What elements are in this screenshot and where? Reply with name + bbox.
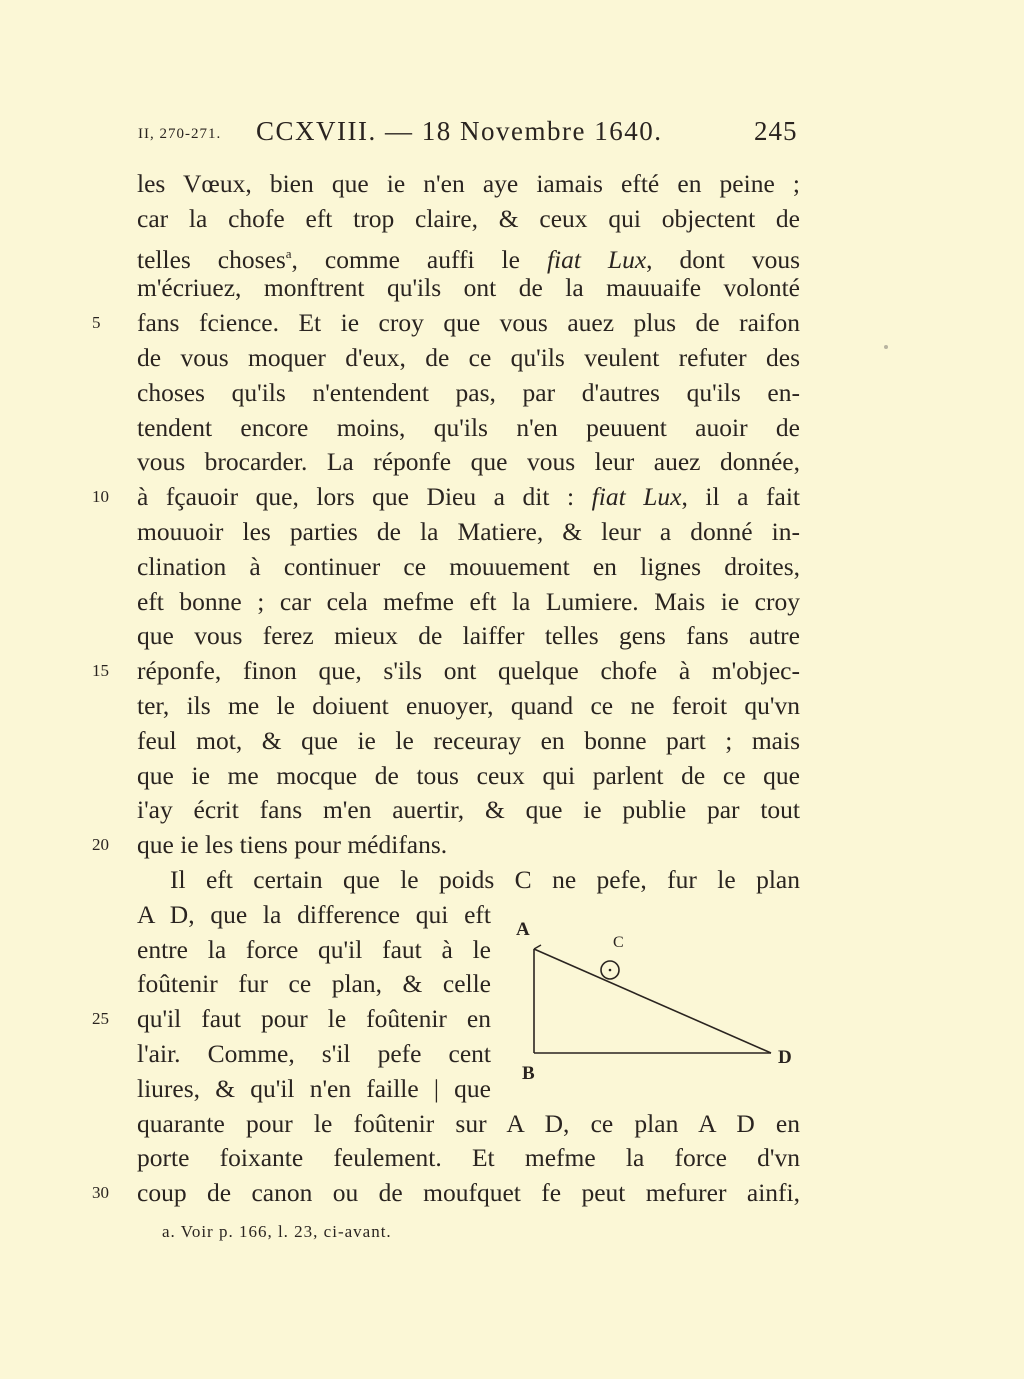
italic-phrase: fiat Lux: [591, 482, 682, 511]
text-line: [137, 239, 800, 274]
label-c: C: [613, 934, 624, 951]
header-reference: II, 270-271.: [138, 126, 222, 142]
line-number: 25: [92, 1009, 109, 1028]
text-line: [137, 482, 800, 512]
page-number: 245: [754, 116, 798, 146]
text-line: les Vœux, bien que ie n'en aye iamais efté en peine ;: [137, 169, 800, 198]
text-line: clination à continuer ce mouuement en lignes droites,: [137, 552, 800, 581]
running-header: [0, 116, 1024, 156]
footnote-marker: a: [285, 246, 292, 261]
text-line: qu'il faut pour le foûtenir en: [137, 1004, 491, 1033]
text-line: mouuoir les parties de la Matiere, & leur a donné in-: [137, 517, 800, 546]
text-line: tendent encore moins, qu'ils n'en peuuent auoir de: [137, 413, 800, 442]
text-fragment: telles choses: [137, 245, 286, 274]
label-b: B: [522, 1063, 535, 1084]
paper-speck: [884, 345, 888, 349]
text-line: feul mot, & que ie le receuray en bonne part ; mais: [137, 726, 800, 755]
label-a: A: [516, 919, 530, 940]
text-line: de vous moquer d'eux, de ce qu'ils veulent refuter des: [137, 343, 800, 372]
text-line: A D, que la difference qui eft: [137, 900, 491, 929]
text-line: que ie me mocque de tous ceux qui parlent de ce que: [137, 761, 800, 790]
text-line: réponfe, finon que, s'ils ont quelque chofe à m'objec-: [137, 656, 800, 685]
line-number: 20: [92, 835, 109, 854]
text-line: m'écriuez, monftrent qu'ils ont de la mauuaife volonté: [137, 273, 800, 302]
segment-ad: [534, 949, 771, 1053]
text-line: entre la force qu'il faut à le: [137, 935, 491, 964]
text-fragment: , il a fait: [681, 482, 800, 511]
text-fragment: , dont vous: [646, 245, 800, 274]
text-line: vous brocarder. La réponfe que vous leur auez donnée,: [137, 447, 800, 476]
text-fragment: , comme auffi le: [291, 245, 547, 274]
text-line: liures, & qu'il n'en faille | que: [137, 1074, 491, 1103]
text-line: eft bonne ; car cela mefme eft la Lumiere. Mais ie croy: [137, 587, 800, 616]
text-line: porte foixante feulement. Et mefme la force d'vn: [137, 1143, 800, 1172]
text-fragment: à fçauoir que, lors que Dieu a dit :: [137, 482, 592, 511]
text-line: foûtenir fur ce plan, & celle: [137, 969, 491, 998]
text-line: car la chofe eft trop claire, & ceux qui objectent de: [137, 204, 800, 233]
italic-phrase: fiat Lux: [546, 245, 647, 274]
text-line: fans fcience. Et ie croy que vous auez plus de raifon: [137, 308, 800, 337]
label-d: D: [778, 1047, 792, 1068]
line-number: 30: [92, 1183, 109, 1202]
text-line: coup de canon ou de moufquet fe peut mefurer ainfi,: [137, 1178, 800, 1207]
weight-c-center: [609, 969, 612, 972]
text-line: que ie les tiens pour médifans.: [137, 830, 448, 859]
line-number: 15: [92, 661, 109, 680]
text-line: choses qu'ils n'entendent pas, par d'autres qu'ils en-: [137, 378, 800, 407]
segment-a-tick: [534, 945, 541, 949]
text-line: Il eft certain que le poids C ne pefe, fur le plan: [170, 865, 800, 894]
text-line: l'air. Comme, s'il pefe cent: [137, 1039, 491, 1068]
text-line: que vous ferez mieux de laiffer telles gens fans autre: [137, 621, 800, 650]
text-line: i'ay écrit fans m'en auertir, & que ie publie par tout: [137, 795, 800, 824]
header-title: CCXVIII. — 18 Novembre 1640.: [256, 116, 663, 146]
footnote: a. Voir p. 166, l. 23, ci-avant.: [162, 1222, 392, 1241]
inclined-plane-diagram: [505, 905, 815, 1085]
line-number: 5: [92, 313, 101, 332]
text-line: ter, ils me le doiuent enuoyer, quand ce ne feroit qu'vn: [137, 691, 800, 720]
text-line: quarante pour le foûtenir sur A D, ce plan A D en: [137, 1109, 800, 1138]
line-number: 10: [92, 487, 109, 506]
